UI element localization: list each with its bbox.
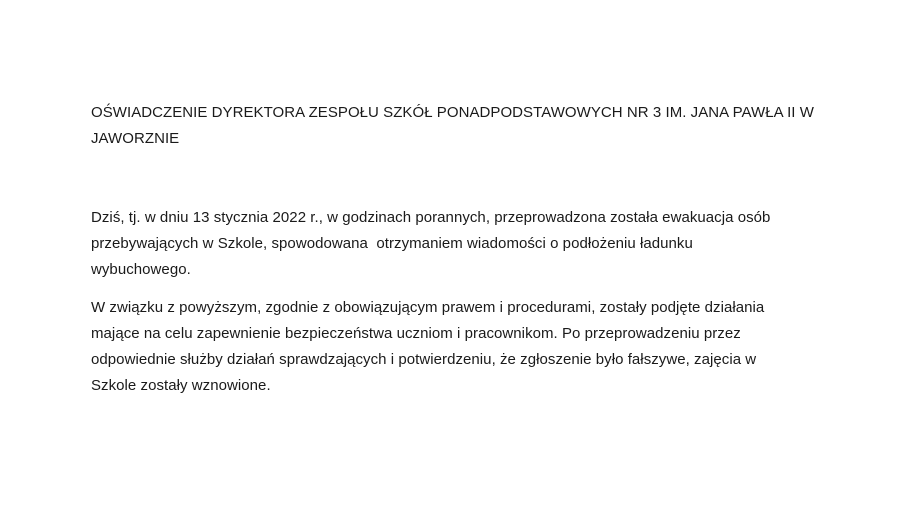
paragraph-line: przebywających w Szkole, spowodowana otrzymaniem wiadomości o podłożeniu ładunku <box>91 235 693 252</box>
title-line: OŚWIADCZENIE DYREKTORA ZESPOŁU SZKÓŁ PONADPODSTAWOWYCH NR 3 IM. JANA PAWŁA II W <box>91 104 814 121</box>
paragraph-line: Szkole zostały wznowione. <box>91 377 271 394</box>
paragraph-line: wybuchowego. <box>91 261 191 278</box>
title-line: JAWORZNIE <box>91 130 180 147</box>
paragraph-actions <box>91 295 821 399</box>
paragraph-line: odpowiednie służby działań sprawdzających i potwierdzeniu, że zgłoszenie było fałszywe, zajęcia w <box>91 351 757 368</box>
paragraph-evacuation <box>91 205 821 283</box>
paragraph-line: mające na celu zapewnienie bezpieczeństwa uczniom i pracownikom. Po przeprowadzeniu przez <box>91 325 741 342</box>
paragraph-line: Dziś, tj. w dniu 13 stycznia 2022 r., w godzinach porannych, przeprowadzona została ewakuacja osób <box>91 209 771 226</box>
paragraph-line: W związku z powyższym, zgodnie z obowiązującym prawem i procedurami, zostały podjęte działania <box>91 299 765 316</box>
statement-title <box>91 100 821 152</box>
